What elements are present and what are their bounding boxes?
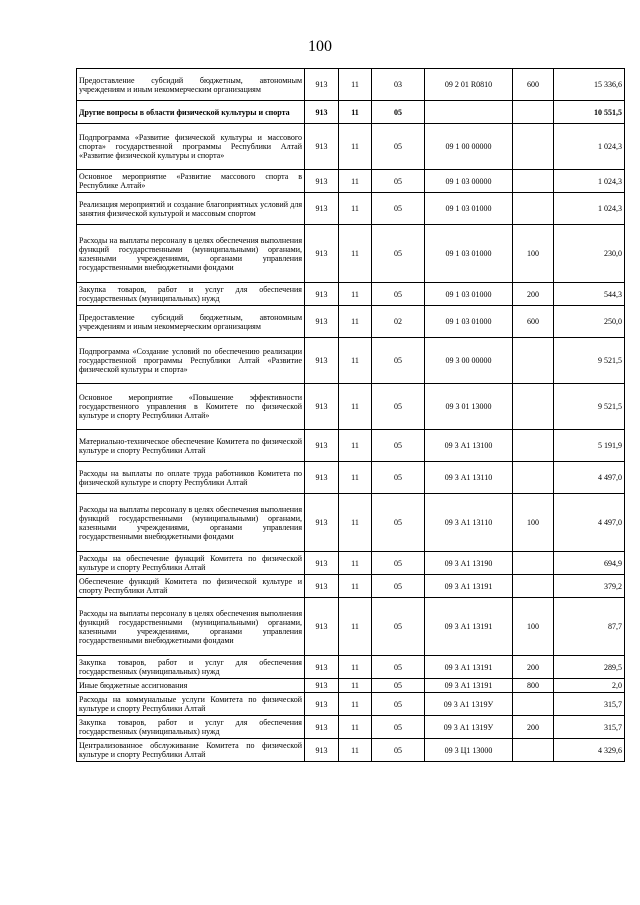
- row-target-article-cell: 09 3 А1 13191: [425, 656, 513, 679]
- row-grbs-cell: 913: [305, 552, 339, 575]
- row-name-cell: Расходы на выплаты персоналу в целях обеспечения выполнения функций государственными (муниципальными) органами, казенными учреждениями, органами управления государственными внебюджетными фондами: [77, 494, 305, 552]
- row-section-cell: 11: [339, 69, 372, 101]
- row-target-article-cell: 09 3 00 00000: [425, 338, 513, 384]
- table-row: [77, 494, 625, 552]
- row-expense-type-cell: 200: [513, 283, 554, 306]
- row-section-cell: 11: [339, 193, 372, 225]
- row-expense-type-cell: 800: [513, 679, 554, 693]
- row-subsection-cell: 05: [372, 384, 425, 430]
- row-subsection-cell: 05: [372, 739, 425, 762]
- row-name-cell: Подпрограмма «Создание условий по обеспечению реализации государственной программы Республики Алтай «Развитие физической культуры и спорта»: [77, 338, 305, 384]
- row-target-article-cell: 09 3 А1 13191: [425, 575, 513, 598]
- row-expense-type-cell: [513, 739, 554, 762]
- table-row: [77, 693, 625, 716]
- row-expense-type-cell: [513, 462, 554, 494]
- row-section-cell: 11: [339, 225, 372, 283]
- row-grbs-cell: 913: [305, 679, 339, 693]
- table-row: [77, 575, 625, 598]
- row-grbs-cell: 913: [305, 430, 339, 462]
- table-row: [77, 384, 625, 430]
- row-subsection-cell: 05: [372, 430, 425, 462]
- budget-table-body: [77, 69, 625, 762]
- row-grbs-cell: 913: [305, 170, 339, 193]
- row-amount-cell: 379,2: [554, 575, 625, 598]
- row-expense-type-cell: 100: [513, 598, 554, 656]
- row-expense-type-cell: [513, 430, 554, 462]
- table-row: [77, 338, 625, 384]
- row-section-cell: 11: [339, 598, 372, 656]
- row-grbs-cell: 913: [305, 462, 339, 494]
- row-amount-cell: 289,5: [554, 656, 625, 679]
- row-expense-type-cell: 600: [513, 306, 554, 338]
- budget-table: [76, 68, 625, 762]
- row-grbs-cell: 913: [305, 494, 339, 552]
- row-section-cell: 11: [339, 575, 372, 598]
- row-grbs-cell: 913: [305, 306, 339, 338]
- table-row: [77, 225, 625, 283]
- table-row: [77, 124, 625, 170]
- row-subsection-cell: 05: [372, 552, 425, 575]
- row-name-cell: Иные бюджетные ассигнования: [77, 679, 305, 693]
- row-name-cell: Расходы на выплаты персоналу в целях обеспечения выполнения функций государственными (муниципальными) органами, казенными учреждениями, органами управления государственными внебюджетными фондами: [77, 598, 305, 656]
- row-subsection-cell: 05: [372, 494, 425, 552]
- table-row: [77, 430, 625, 462]
- row-expense-type-cell: [513, 170, 554, 193]
- row-expense-type-cell: 100: [513, 225, 554, 283]
- table-row: [77, 170, 625, 193]
- row-amount-cell: 10 551,5: [554, 101, 625, 124]
- table-row: [77, 306, 625, 338]
- row-target-article-cell: 09 3 Ц1 13000: [425, 739, 513, 762]
- table-row: [77, 69, 625, 101]
- row-amount-cell: 544,3: [554, 283, 625, 306]
- row-amount-cell: 1 024,3: [554, 193, 625, 225]
- row-grbs-cell: 913: [305, 124, 339, 170]
- row-subsection-cell: 05: [372, 656, 425, 679]
- row-subsection-cell: 05: [372, 338, 425, 384]
- row-section-cell: 11: [339, 101, 372, 124]
- row-target-article-cell: [425, 101, 513, 124]
- row-subsection-cell: 05: [372, 575, 425, 598]
- row-target-article-cell: 09 3 А1 13110: [425, 462, 513, 494]
- row-name-cell: Расходы на обеспечение функций Комитета по физической культуре и спорту Республики Алтай: [77, 552, 305, 575]
- row-section-cell: 11: [339, 494, 372, 552]
- row-section-cell: 11: [339, 384, 372, 430]
- table-row: [77, 101, 625, 124]
- row-section-cell: 11: [339, 656, 372, 679]
- row-grbs-cell: 913: [305, 101, 339, 124]
- row-amount-cell: 9 521,5: [554, 384, 625, 430]
- table-row: [77, 462, 625, 494]
- row-grbs-cell: 913: [305, 225, 339, 283]
- row-target-article-cell: 09 1 03 00000: [425, 170, 513, 193]
- row-section-cell: 11: [339, 338, 372, 384]
- row-amount-cell: 250,0: [554, 306, 625, 338]
- row-grbs-cell: 913: [305, 69, 339, 101]
- row-name-cell: Основное мероприятие «Развитие массового спорта в Республике Алтай»: [77, 170, 305, 193]
- table-row: [77, 679, 625, 693]
- row-amount-cell: 87,7: [554, 598, 625, 656]
- row-name-cell: Расходы на выплаты персоналу в целях обеспечения выполнения функций государственными (муниципальными) органами, казенными учреждениями, органами управления государственными внебюджетными фондами: [77, 225, 305, 283]
- row-name-cell: Расходы на коммунальные услуги Комитета по физической культуре и спорту Республики Алтай: [77, 693, 305, 716]
- table-row: [77, 193, 625, 225]
- table-row: [77, 552, 625, 575]
- row-target-article-cell: 09 1 03 01000: [425, 193, 513, 225]
- row-subsection-cell: 05: [372, 462, 425, 494]
- row-amount-cell: 315,7: [554, 716, 625, 739]
- row-name-cell: Закупка товаров, работ и услуг для обеспечения государственных (муниципальных) нужд: [77, 283, 305, 306]
- table-row: [77, 656, 625, 679]
- row-expense-type-cell: 600: [513, 69, 554, 101]
- row-section-cell: 11: [339, 716, 372, 739]
- row-section-cell: 11: [339, 693, 372, 716]
- row-section-cell: 11: [339, 430, 372, 462]
- row-expense-type-cell: 200: [513, 656, 554, 679]
- row-expense-type-cell: [513, 338, 554, 384]
- row-name-cell: Закупка товаров, работ и услуг для обеспечения государственных (муниципальных) нужд: [77, 656, 305, 679]
- table-row: [77, 283, 625, 306]
- row-target-article-cell: 09 2 01 R0810: [425, 69, 513, 101]
- row-subsection-cell: 05: [372, 170, 425, 193]
- row-section-cell: 11: [339, 739, 372, 762]
- row-section-cell: 11: [339, 283, 372, 306]
- row-name-cell: Основное мероприятие «Повышение эффективности государственного управления в Комитете по физической культуре и спорту Республики Алтай»: [77, 384, 305, 430]
- row-name-cell: Другие вопросы в области физической культуры и спорта: [77, 101, 305, 124]
- row-grbs-cell: 913: [305, 193, 339, 225]
- row-section-cell: 11: [339, 170, 372, 193]
- row-target-article-cell: 09 1 03 01000: [425, 306, 513, 338]
- row-name-cell: Реализация мероприятий и создание благоприятных условий для занятия физической культурой и массовым спортом: [77, 193, 305, 225]
- row-expense-type-cell: [513, 124, 554, 170]
- row-target-article-cell: 09 3 А1 1319У: [425, 693, 513, 716]
- row-target-article-cell: 09 3 А1 13100: [425, 430, 513, 462]
- row-name-cell: Подпрограмма «Развитие физической культуры и массового спорта» государственной программы Республики Алтай «Развитие физической культуры и спорта»: [77, 124, 305, 170]
- row-amount-cell: 694,9: [554, 552, 625, 575]
- row-subsection-cell: 02: [372, 306, 425, 338]
- row-grbs-cell: 913: [305, 384, 339, 430]
- row-grbs-cell: 913: [305, 338, 339, 384]
- row-grbs-cell: 913: [305, 598, 339, 656]
- row-grbs-cell: 913: [305, 693, 339, 716]
- row-amount-cell: 1 024,3: [554, 170, 625, 193]
- row-section-cell: 11: [339, 679, 372, 693]
- row-amount-cell: 230,0: [554, 225, 625, 283]
- table-row: [77, 716, 625, 739]
- row-name-cell: Обеспечение функций Комитета по физической культуре и спорту Республики Алтай: [77, 575, 305, 598]
- row-subsection-cell: 05: [372, 598, 425, 656]
- row-amount-cell: 5 191,9: [554, 430, 625, 462]
- row-target-article-cell: 09 3 А1 1319У: [425, 716, 513, 739]
- row-grbs-cell: 913: [305, 716, 339, 739]
- row-expense-type-cell: [513, 693, 554, 716]
- row-subsection-cell: 05: [372, 101, 425, 124]
- row-grbs-cell: 913: [305, 656, 339, 679]
- row-target-article-cell: 09 1 00 00000: [425, 124, 513, 170]
- row-subsection-cell: 05: [372, 193, 425, 225]
- row-name-cell: Расходы на выплаты по оплате труда работников Комитета по физической культуре и спорту Республики Алтай: [77, 462, 305, 494]
- table-row: [77, 598, 625, 656]
- row-subsection-cell: 05: [372, 716, 425, 739]
- row-amount-cell: 4 497,0: [554, 462, 625, 494]
- row-expense-type-cell: 100: [513, 494, 554, 552]
- row-subsection-cell: 03: [372, 69, 425, 101]
- row-expense-type-cell: 200: [513, 716, 554, 739]
- row-name-cell: Закупка товаров, работ и услуг для обеспечения государственных (муниципальных) нужд: [77, 716, 305, 739]
- row-subsection-cell: 05: [372, 693, 425, 716]
- row-section-cell: 11: [339, 462, 372, 494]
- row-amount-cell: 4 329,6: [554, 739, 625, 762]
- row-grbs-cell: 913: [305, 283, 339, 306]
- row-grbs-cell: 913: [305, 739, 339, 762]
- row-amount-cell: 2,0: [554, 679, 625, 693]
- row-amount-cell: 15 336,6: [554, 69, 625, 101]
- row-amount-cell: 1 024,3: [554, 124, 625, 170]
- row-subsection-cell: 05: [372, 225, 425, 283]
- row-amount-cell: 4 497,0: [554, 494, 625, 552]
- row-amount-cell: 315,7: [554, 693, 625, 716]
- row-target-article-cell: 09 1 03 01000: [425, 283, 513, 306]
- row-expense-type-cell: [513, 575, 554, 598]
- row-name-cell: Материально-техническое обеспечение Комитета по физической культуре и спорту Республики Алтай: [77, 430, 305, 462]
- row-expense-type-cell: [513, 552, 554, 575]
- row-target-article-cell: 09 3 А1 13110: [425, 494, 513, 552]
- row-target-article-cell: 09 1 03 01000: [425, 225, 513, 283]
- row-name-cell: Централизованное обслуживание Комитета по физической культуре и спорту Республики Алтай: [77, 739, 305, 762]
- row-expense-type-cell: [513, 101, 554, 124]
- row-amount-cell: 9 521,5: [554, 338, 625, 384]
- table-row: [77, 739, 625, 762]
- row-target-article-cell: 09 3 А1 13191: [425, 679, 513, 693]
- row-section-cell: 11: [339, 552, 372, 575]
- row-subsection-cell: 05: [372, 679, 425, 693]
- row-subsection-cell: 05: [372, 124, 425, 170]
- row-expense-type-cell: [513, 384, 554, 430]
- row-section-cell: 11: [339, 124, 372, 170]
- page-number: 100: [308, 38, 332, 55]
- row-grbs-cell: 913: [305, 575, 339, 598]
- row-target-article-cell: 09 3 А1 13191: [425, 598, 513, 656]
- row-name-cell: Предоставление субсидий бюджетным, автономным учреждениям и иным некоммерческим организациям: [77, 306, 305, 338]
- row-name-cell: Предоставление субсидий бюджетным, автономным учреждениям и иным некоммерческим организациям: [77, 69, 305, 101]
- row-subsection-cell: 05: [372, 283, 425, 306]
- row-target-article-cell: 09 3 А1 13190: [425, 552, 513, 575]
- row-section-cell: 11: [339, 306, 372, 338]
- row-target-article-cell: 09 3 01 13000: [425, 384, 513, 430]
- row-expense-type-cell: [513, 193, 554, 225]
